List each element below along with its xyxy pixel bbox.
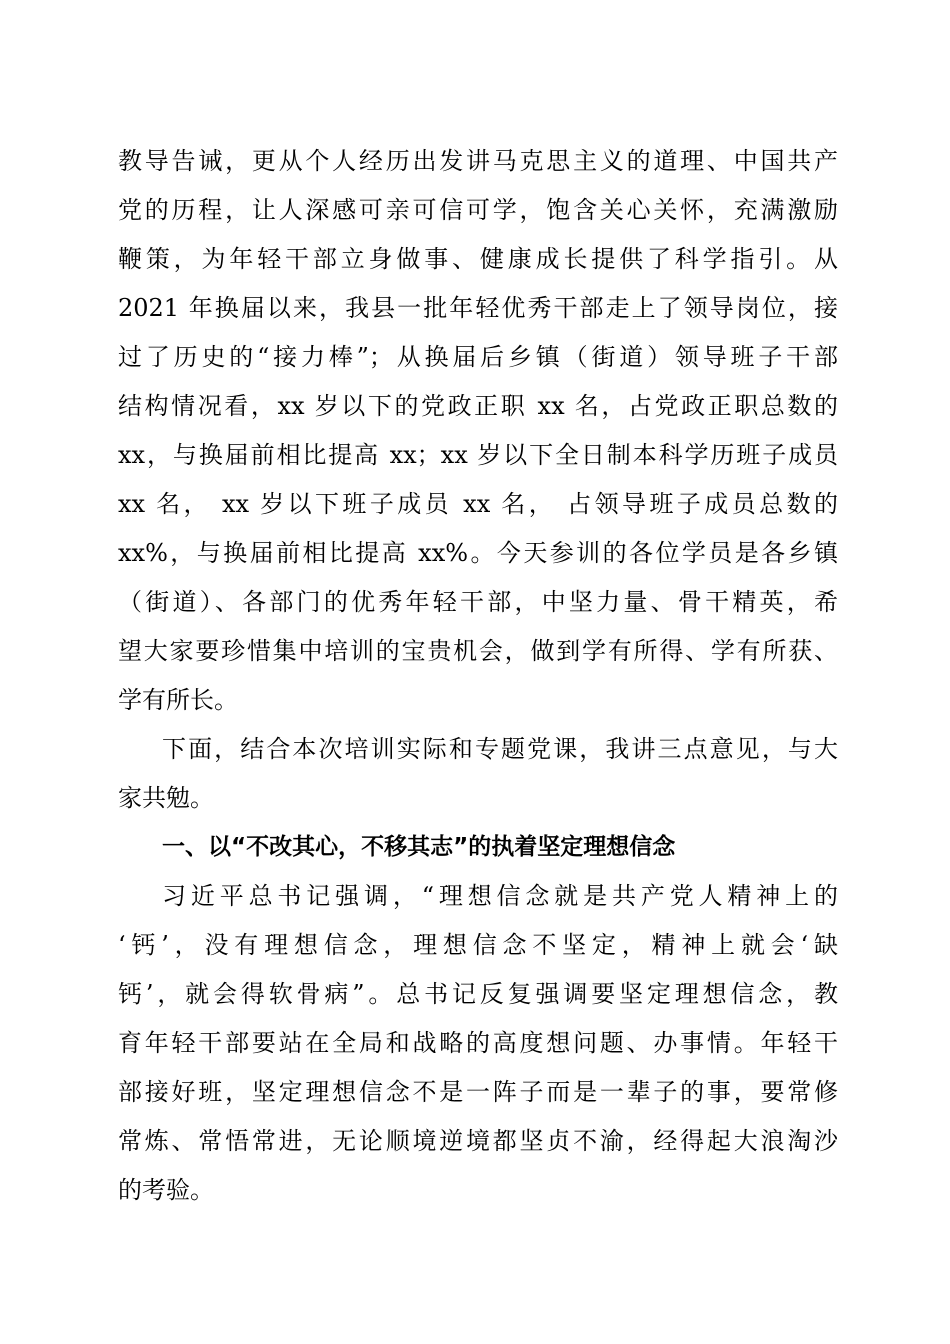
section-heading-1: 一、以“不改其心，不移其志”的执着坚定理想信念 — [162, 834, 676, 860]
paragraph-2-line-1: 下面，结合本次培训实际和专题党课，我讲三点意见，与大 — [162, 735, 838, 763]
paragraph-1-line-1: 教导告诫，更从个人经历出发讲马克思主义的道理、中国共产 — [118, 147, 838, 175]
paragraph-1-line-7: xx，与换届前相比提高 xx；xx 岁以下全日制本科学历班子成员 — [118, 441, 838, 469]
paragraph-1-line-9: xx%，与换届前相比提高 xx%。今天参训的各位学员是各乡镇 — [118, 539, 838, 567]
paragraph-3-line-5: 部接好班，坚定理想信念不是一阵子而是一辈子的事，要常修 — [118, 1078, 838, 1106]
paragraph-1-line-5: 过了历史的“接力棒”；从换届后乡镇（街道）领导班子干部 — [118, 343, 838, 371]
paragraph-1-line-3: 鞭策，为年轻干部立身做事、健康成长提供了科学指引。从 — [118, 245, 838, 273]
paragraph-1-line-11: 望大家要珍惜集中培训的宝贵机会，做到学有所得、学有所获、 — [118, 637, 838, 665]
paragraph-3-line-2: ‘钙’，没有理想信念，理想信念不坚定，精神上就会‘缺 — [118, 931, 838, 959]
paragraph-1-line-6: 结构情况看，xx 岁以下的党政正职 xx 名，占党政正职总数的 — [118, 392, 838, 420]
paragraph-3-line-1: 习近平总书记强调，“理想信念就是共产党人精神上的 — [162, 882, 838, 910]
paragraph-3-line-7: 的考验。 — [118, 1176, 214, 1204]
paragraph-2-line-2: 家共勉。 — [118, 784, 214, 812]
paragraph-1-line-4: 2021 年换届以来，我县一批年轻优秀干部走上了领导岗位，接 — [118, 294, 838, 322]
paragraph-1-line-8: xx 名， xx 岁以下班子成员 xx 名， 占领导班子成员总数的 — [118, 490, 838, 518]
paragraph-1-line-10: （街道）、各部门的优秀年轻干部，中坚力量、骨干精英，希 — [118, 588, 838, 616]
paragraph-3-line-4: 育年轻干部要站在全局和战略的高度想问题、办事情。年轻干 — [118, 1029, 838, 1057]
paragraph-1-line-2: 党的历程，让人深感可亲可信可学，饱含关心关怀，充满激励 — [118, 196, 838, 224]
paragraph-1-line-12: 学有所长。 — [118, 686, 238, 714]
paragraph-3-line-6: 常炼、常悟常进，无论顺境逆境都坚贞不渝，经得起大浪淘沙 — [118, 1127, 838, 1155]
paragraph-3-line-3: 钙’，就会得软骨病”。总书记反复强调要坚定理想信念，教 — [118, 980, 838, 1008]
